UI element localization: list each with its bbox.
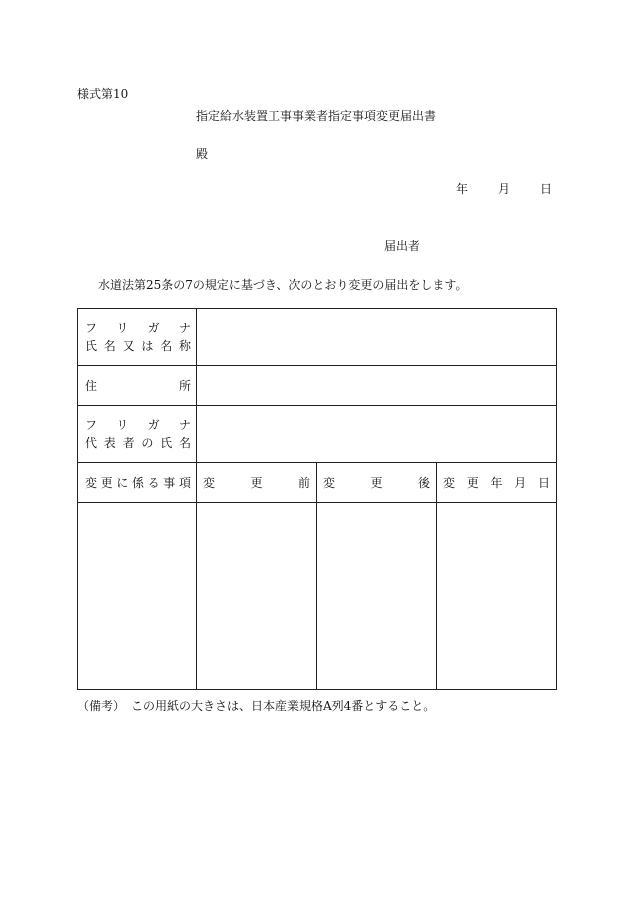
header-before-change: 変 更 前 [197,463,317,503]
table-row-changes [78,503,557,690]
label-name [78,309,197,366]
name-field[interactable] [197,309,557,366]
addressee-suffix: 殿 [196,147,209,161]
table-header-row [78,463,557,503]
header-change-date: 変 更 年 月 日 [437,463,557,503]
header-after-change: 変 更 後 [317,463,437,503]
header-change-item: 変 更 に 係 る 事 項 [78,463,197,503]
remark-note: （備考） この用紙の大きさは、日本産業規格A列4番とすること。 [77,699,436,713]
form-number: 様式第10 [77,87,129,101]
date-day-label: 日 [540,182,553,196]
table-row-name [78,309,557,366]
date-line [456,180,552,197]
after-change-field[interactable] [317,503,437,690]
table-row-address [78,366,557,406]
representative-field[interactable] [197,406,557,463]
table-row-representative [78,406,557,463]
address-field[interactable] [197,366,557,406]
furigana-line: フ リ ガ ナ [85,418,191,432]
before-change-field[interactable] [197,503,317,690]
date-month-label: 月 [498,182,511,196]
change-date-field[interactable] [437,503,557,690]
date-year-label: 年 [456,182,469,196]
change-item-field[interactable] [78,503,197,690]
intro-text: 水道法第25条の7の規定に基づき、次のとおり変更の届出をします。 [98,278,468,292]
representative-line: 代 表 者 の 氏 名 [85,436,191,450]
name-line: 氏 名 又 は 名 称 [85,339,191,353]
label-address: 住 所 [78,366,197,406]
document-title: 指定給水装置工事事業者指定事項変更届出書 [196,109,437,123]
change-notification-table [77,308,557,690]
label-representative [78,406,197,463]
furigana-line: フ リ ガ ナ [85,321,191,335]
notifier-label: 届出者 [384,239,421,253]
